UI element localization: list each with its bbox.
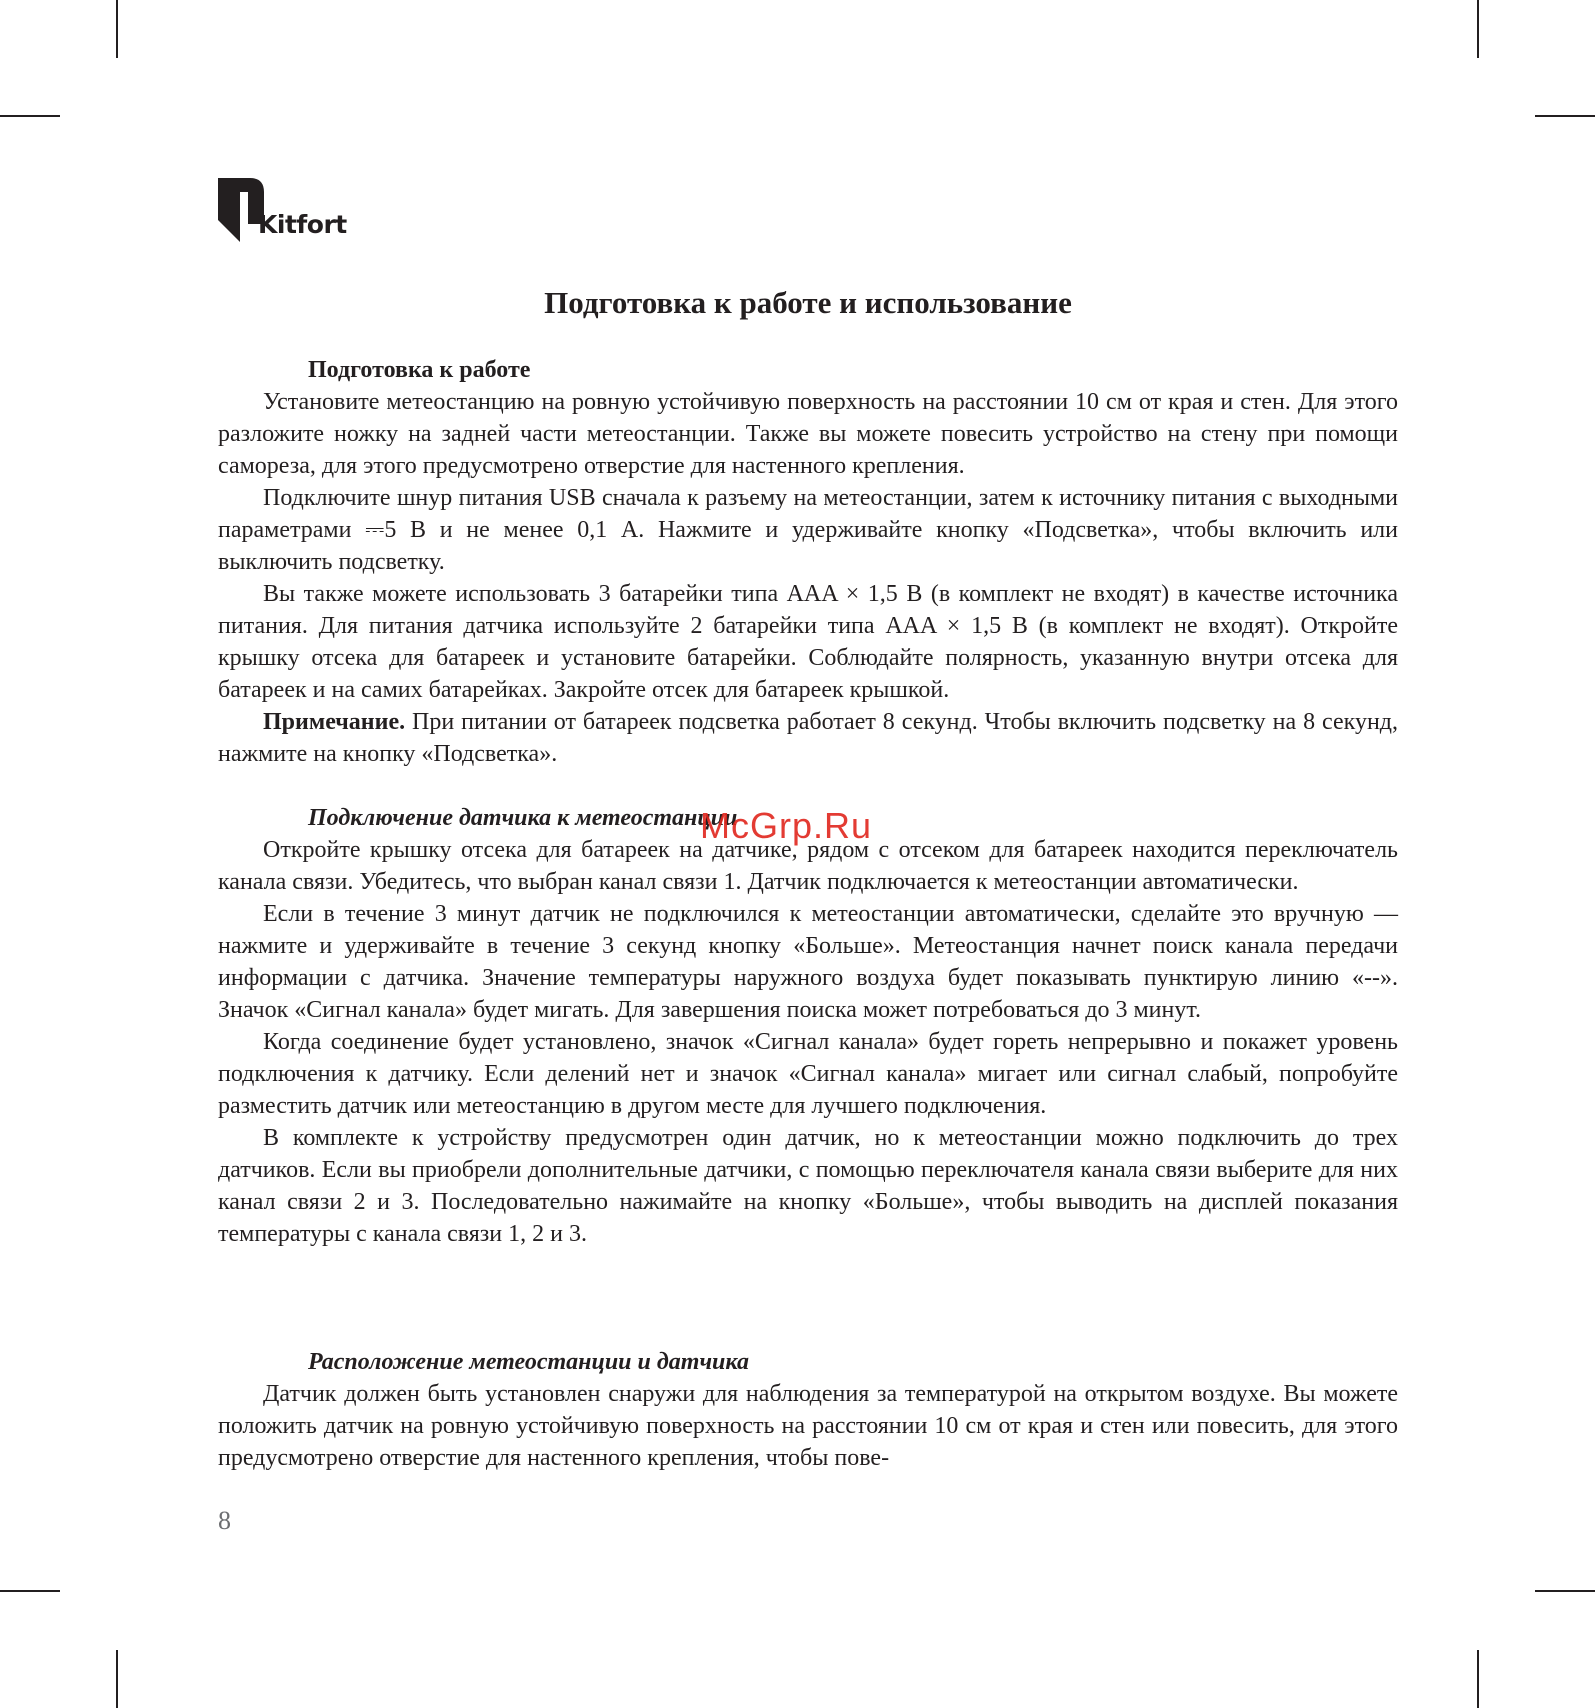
watermark: McGrp.Ru bbox=[700, 805, 873, 846]
crop-mark-top-right bbox=[1477, 0, 1479, 58]
crop-mark-bottom-left bbox=[116, 1650, 118, 1708]
paragraph: Подключите шнур питания USB сначала к разъему на метеостанции, затем к источнику питания с выходными параметрами ⎓5 В и не менее 0,1 А. Нажмите и удерживайте кнопку «Подсветка», чтобы включить или выключить подсветку. bbox=[218, 485, 1398, 575]
crop-mark-right-top bbox=[1535, 115, 1595, 117]
note-paragraph bbox=[218, 706, 1398, 770]
paragraph: Установите метеостанцию на ровную устойчивую поверхность на расстоянии 10 см от края и стен. Для этого разложите ножку на задней части метеостанции. Также вы можете повесить устройство на стену при помощи самореза, для этого предусмотрено отверстие для настенного крепления. bbox=[218, 389, 1398, 479]
section-heading: Подключение датчика к метеостанции bbox=[308, 805, 738, 831]
paragraph: Датчик должен быть установлен снаружи для наблюдения за температурой на открытом воздухе. Вы можете положить датчик на ровную устойчивую поверхность на расстоянии 10 см от края и стен или повесить, для этого предусмотрено отверстие для настенного крепления, чтобы пове- bbox=[218, 1381, 1398, 1471]
crop-mark-left-bottom bbox=[0, 1590, 60, 1592]
page-title: Подготовка к работе и использование bbox=[544, 285, 1072, 320]
note-text: При питании от батареек подсветка работает 8 секунд. Чтобы включить подсветку на 8 секунд, нажмите на кнопку «Подсветка». bbox=[218, 709, 1398, 767]
paragraph: Откройте крышку отсека для батареек на датчике, рядом с отсеком для батареек находится переключатель канала связи. Убедитесь, что выбран канал связи 1. Датчик подключается к метеостанции автоматически. bbox=[218, 837, 1398, 895]
page-number: 8 bbox=[218, 1506, 231, 1535]
crop-mark-bottom-right bbox=[1477, 1650, 1479, 1708]
paragraph: Если в течение 3 минут датчик не подключился к метеостанции автоматически, сделайте это вручную — нажмите и удерживайте в течение 3 секунд кнопку «Больше». Метеостанция начнет поиск канала передачи информации с датчика. Значение температуры наружного воздуха будет показывать пунктирую линию «--». Значок «Сигнал канала» будет мигать. Для завершения поиска может потребоваться до 3 минут. bbox=[218, 901, 1398, 1023]
paragraph: Вы также можете использовать 3 батарейки типа AAA × 1,5 В (в комплект не входят) в качестве источника питания. Для питания датчика используйте 2 батарейки типа AAA × 1,5 В (в комплект не входят). Откройте крышку отсека для батареек и установите батарейки. Соблюдайте полярность, указанную внутри отсека для батареек и на самих батарейках. Закройте отсек для батареек крышкой. bbox=[218, 581, 1398, 703]
crop-mark-right-bottom bbox=[1535, 1590, 1595, 1592]
note-label: Примечание. bbox=[263, 709, 406, 735]
section-heading: Подготовка к работе bbox=[308, 357, 531, 383]
section-placement bbox=[218, 1346, 1398, 1474]
brand-name: Kitfort bbox=[258, 210, 347, 239]
paragraph: В комплекте к устройству предусмотрен один датчик, но к метеостанции можно подключить до трех датчиков. Если вы приобрели дополнительные датчики, с помощью переключателя канала связи выберите для них канал связи 2 и 3. Последовательно нажимайте на кнопку «Больше», чтобы выводить на дисплей показания температуры с канала связи 1, 2 и 3. bbox=[218, 1125, 1398, 1247]
crop-mark-top-left bbox=[116, 0, 118, 58]
section-preparation bbox=[218, 354, 1398, 770]
crop-mark-left-top bbox=[0, 115, 60, 117]
section-sensor-connection bbox=[218, 802, 1398, 1250]
section-heading: Расположение метеостанции и датчика bbox=[308, 1349, 749, 1375]
paragraph: Когда соединение будет установлено, значок «Сигнал канала» будет гореть непрерывно и покажет уровень подключения к датчику. Если делений нет и значок «Сигнал канала» мигает или сигнал слабый, попробуйте разместить датчик или метеостанцию в другом месте для лучшего подключения. bbox=[218, 1029, 1398, 1119]
